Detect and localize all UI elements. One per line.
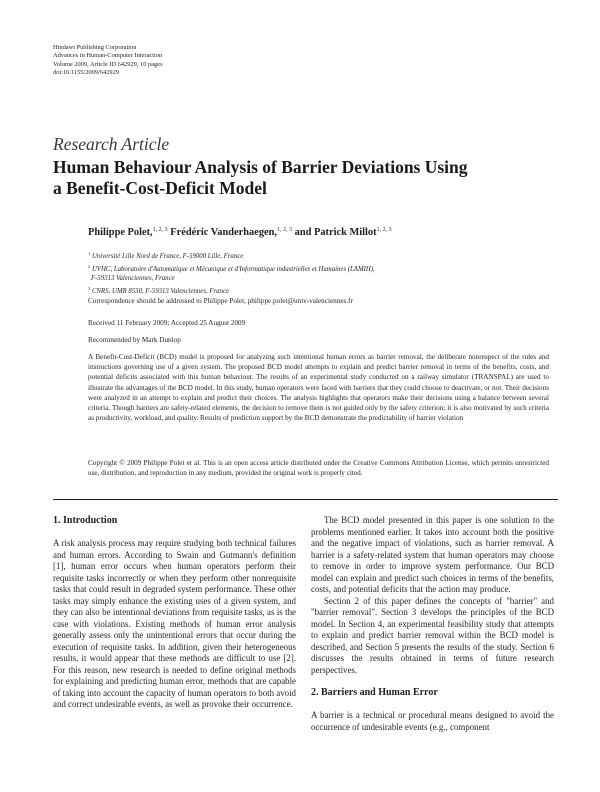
- paragraph: A barrier is a technical or procedural means designed to avoid the occurrence of undesirable events (e.g., component: [311, 710, 554, 732]
- volume-info: Volume 2009, Article ID 642929, 10 pages: [53, 60, 163, 68]
- recommended-by: Recommended by Mark Dunlop: [88, 336, 181, 344]
- left-column: [53, 515, 296, 711]
- publisher-name: Hindawi Publishing Corporation: [53, 44, 137, 51]
- paper-title: [53, 157, 573, 199]
- paragraph: The BCD model presented in this paper is one solution to the problems mentioned earlier. It takes into account both the positive and the negative impact of violations, such as barrier removal. A barrier is a safety-related system that human operators may choose to remove in order to improve system performance. Our BCD model can explain and predict such choices in terms of the benefits, costs, and potential deficits that the action may produce.: [311, 515, 554, 594]
- affiliation-2-continued: F-59313 Valenciennes, France: [91, 275, 175, 283]
- author-name: Philippe Polet,: [88, 227, 153, 238]
- publication-info: [53, 44, 163, 77]
- title-line-2: a Benefit-Cost-Deficit Model: [53, 178, 267, 198]
- affiliation-1: $^1$ Université Lille Nord de France, F-59000 Lille, France: [88, 251, 244, 260]
- author-affiliation-marks: 1, 2, 3: [277, 227, 293, 233]
- author-name: and Patrick Millot: [292, 227, 377, 238]
- author-list: [88, 227, 392, 238]
- affiliation-2: $^2$ UVHC, Laboratoire d'Automatique et Mécanique et d'Informatique industrielles et Humaines (LAMIH),: [88, 263, 375, 273]
- author-affiliation-marks: 1, 2, 3: [376, 227, 392, 233]
- right-column: [311, 515, 554, 733]
- paragraph: Section 2 of this paper defines the concepts of "barrier" and "barrier removal". Section 3 develops the principles of the BCD model. In Section 4, an experimental feasibility study that attempts to explain and predict barrier removal within the BCD model is described, and Section 5 presents the results of the study. Section 6 discusses the results obtained in terms of future research perspectives.: [311, 595, 554, 675]
- section-heading: 2. Barriers and Human Error: [311, 687, 438, 698]
- correspondence: Correspondence should be addressed to Philippe Polet, philippe.polet@univ-valenciennes.fr: [88, 297, 353, 305]
- affiliations: [88, 249, 375, 296]
- doi: doi:10.1155/2009/642929: [53, 68, 119, 76]
- abstract: A Benefit-Cost-Deficit (BCD) model is proposed for analyzing such intentional human errors as barrier removal, the deliberate nonrespect of the rules and instructions governing use of a given system. The proposed BCD model attempts to explain and predict barrier removal in terms of the benefits, costs, and potential deficits associated with this human behaviour. The results of an experimental study conducted on a railway simulator (TRANSPAL) are used to illustrate the advantages of the BCD model. In this study, human operators were faced with barriers that they could choose to deactivate, or not. Their decisions were analyzed in an attempt to explain and predict their choices. The analysis highlights that operators make their decisions using a balance between several criteria. Though barriers are safety-related elements, the decision to remove them is not guided only by the safety criterion; it is also motivated by such criteria as productivity, workload, and quality. Results of prediction support by the BCD demonstrate the predictability of barrier violation: [88, 353, 549, 423]
- received-accepted-dates: Received 11 February 2009; Accepted 25 August 2009: [88, 319, 246, 327]
- journal-name: Advances in Human-Computer Interaction: [53, 52, 163, 60]
- author-affiliation-marks: 1, 2, 3: [152, 227, 168, 233]
- affiliation-3: $^3$ CNRS, UMR 8530, F-59313 Valenciennes, France: [88, 285, 229, 295]
- title-line-1: Human Behaviour Analysis of Barrier Deviations Using: [53, 157, 468, 177]
- section-divider: [53, 499, 558, 500]
- section-heading: 1. Introduction: [53, 515, 118, 526]
- article-type: Research Article: [53, 134, 170, 154]
- author-name: Frédéric Vanderhaegen,: [167, 227, 278, 238]
- paragraph: A risk analysis process may require studying both technical failures and human errors. According to Swain and Gutmann's definition [1], human error occurs when human operators perform their requisite tasks incorrectly or when they perform other nonrequisite tasks that could result in degraded system performance. These other tasks may simply enhance the existing uses of a given system, and they can also be intentional deviations from requisite tasks, as is the case with violations. Existing methods of human error analysis generally assess only the unintentional errors that occur during the execution of requisite tasks. In addition, given their heterogeneous results, it would appear that these methods are difficult to use [2]. For this reason, new research is needed to define original methods for explaining and predicting human error, methods that are capable of taking into account the capacity of human operators to both avoid and correct undesirable events, as well as provoke their occurrence.: [53, 538, 296, 709]
- copyright-notice: Copyright © 2009 Philippe Polet et al. This is an open access article distributed under the Creative Commons Attribution License, which permits unrestricted use, distribution, and reproduction in any medium, provided the original work is properly cited.: [88, 459, 549, 478]
